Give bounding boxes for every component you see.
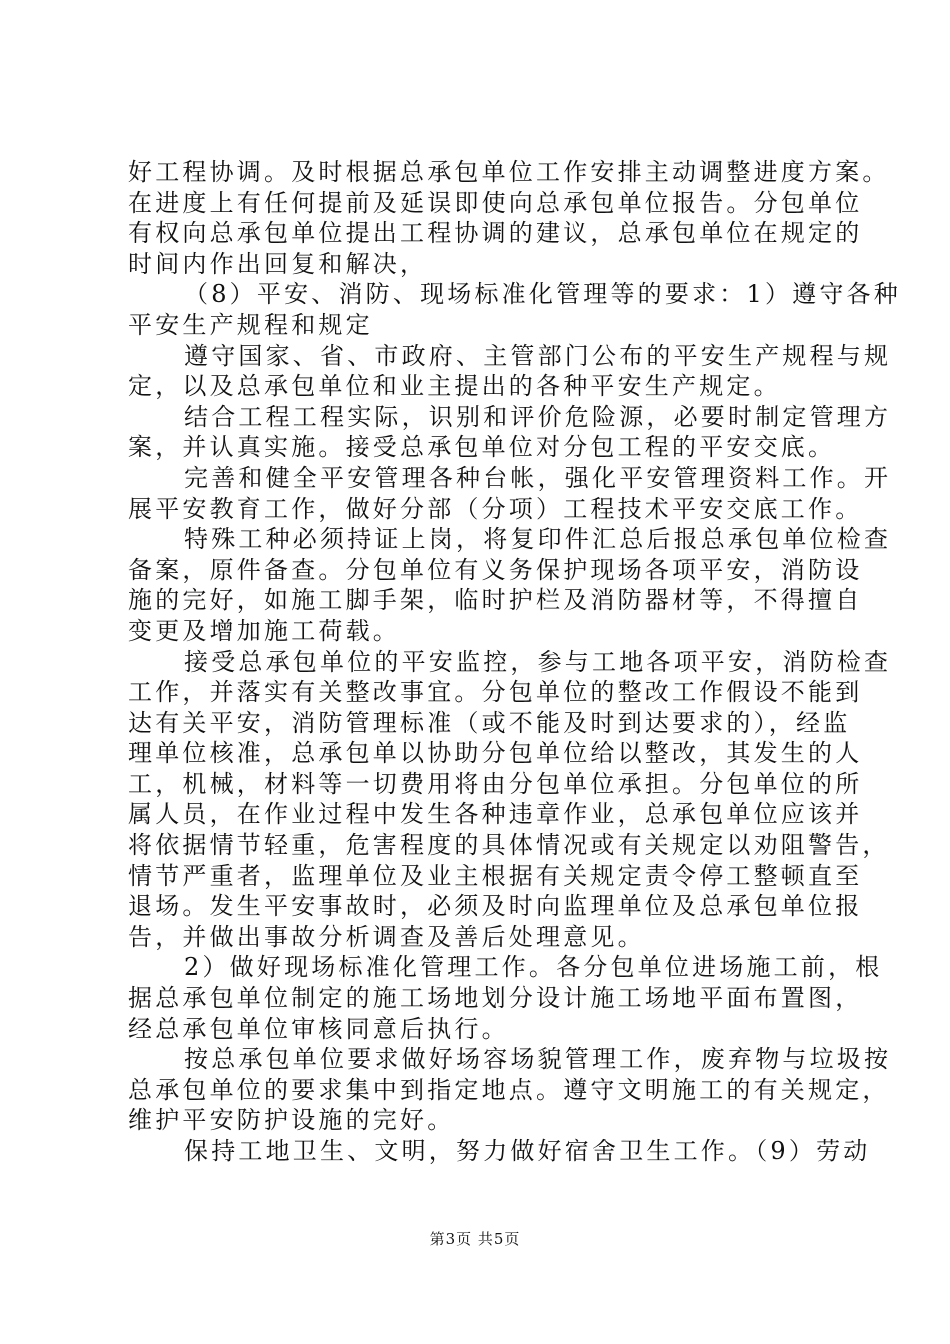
text-line: 经总承包单位审核同意后执行。 <box>128 1014 509 1043</box>
text-line: 工作，并落实有关整改事宜。分包单位的整改工作假设不能到 <box>128 678 863 707</box>
text-line: 告，并做出事故分析调查及善后处理意见。 <box>128 922 645 951</box>
text-line: 展平安教育工作，做好分部（分项）工程技术平安交底工作。 <box>128 494 863 523</box>
text-line: 属人员，在作业过程中发生各种违章作业，总承包单位应该并 <box>128 800 863 829</box>
text-line: 工，机械，材料等一切费用将由分包单位承担。分包单位的所 <box>128 769 863 798</box>
text-line: 情节严重者，监理单位及业主根据有关规定责令停工整顿直至 <box>128 861 863 890</box>
text-line: 保持工地卫生、文明，努力做好宿舍卫生工作。（9）劳动 <box>184 1137 871 1165</box>
text-line: 维护平安防护设施的完好。 <box>128 1106 455 1135</box>
text-line: 遵守国家、省、市政府、主管部门公布的平安生产规程与规 <box>184 341 892 370</box>
text-line: 变更及增加施工荷载。 <box>128 616 400 645</box>
text-line: 定，以及总承包单位和业主提出的各种平安生产规定。 <box>128 372 781 401</box>
text-line: 施的完好，如施工脚手架，临时护栏及消防器材等，不得擅自 <box>128 586 863 615</box>
text-line: 案，并认真实施。接受总承包单位对分包工程的平安交底。 <box>128 433 836 462</box>
text-line: 总承包单位的要求集中到指定地点。遵守文明施工的有关规定， <box>128 1075 890 1104</box>
document-body <box>128 157 901 1167</box>
text-line: 据总承包单位制定的施工场地划分设计施工场地平面布置图， <box>128 984 863 1013</box>
text-line: 特殊工种必须持证上岗，将复印件汇总后报总承包单位检查 <box>184 525 892 554</box>
text-line: 有权向总承包单位提出工程协调的建议，总承包单位在规定的 <box>128 219 863 248</box>
text-line: 理单位核准，总承包单以协助分包单位给以整改，其发生的人 <box>128 739 863 768</box>
text-line: 将依据情节轻重，危害程度的具体情况或有关规定以劝阻警告， <box>128 831 890 860</box>
text-line: 结合工程工程实际，识别和评价危险源，必要时制定管理方 <box>184 402 892 431</box>
text-line: 按总承包单位要求做好场容场貌管理工作，废弃物与垃圾按 <box>184 1045 892 1074</box>
text-line: 好工程协调。及时根据总承包单位工作安排主动调整进度方案。 <box>128 158 890 186</box>
text-line: 达有关平安，消防管理标准（或不能及时到达要求的），经监 <box>128 708 851 737</box>
text-line: 完善和健全平安管理各种台帐，强化平安管理资料工作。开 <box>184 463 892 492</box>
text-line: 退场。发生平安事故时，必须及时向监理单位及总承包单位报 <box>128 892 863 921</box>
text-line: 时间内作出回复和解决， <box>128 249 428 278</box>
text-line: 在进度上有任何提前及延误即使向总承包单位报告。分包单位 <box>128 188 863 217</box>
page-footer: 第3页 共5页 <box>429 1230 521 1248</box>
text-line: 接受总承包单位的平安监控，参与工地各项平安，消防检查 <box>184 647 892 676</box>
text-line: 2）做好现场标准化管理工作。各分包单位进场施工前，根 <box>184 953 883 982</box>
text-line: （8）平安、消防、现场标准化管理等的要求：1）遵守各种 <box>184 280 901 309</box>
text-line: 平安生产规程和规定 <box>128 310 373 339</box>
text-line: 备案，原件备查。分包单位有义务保护现场各项平安，消防设 <box>128 555 863 584</box>
